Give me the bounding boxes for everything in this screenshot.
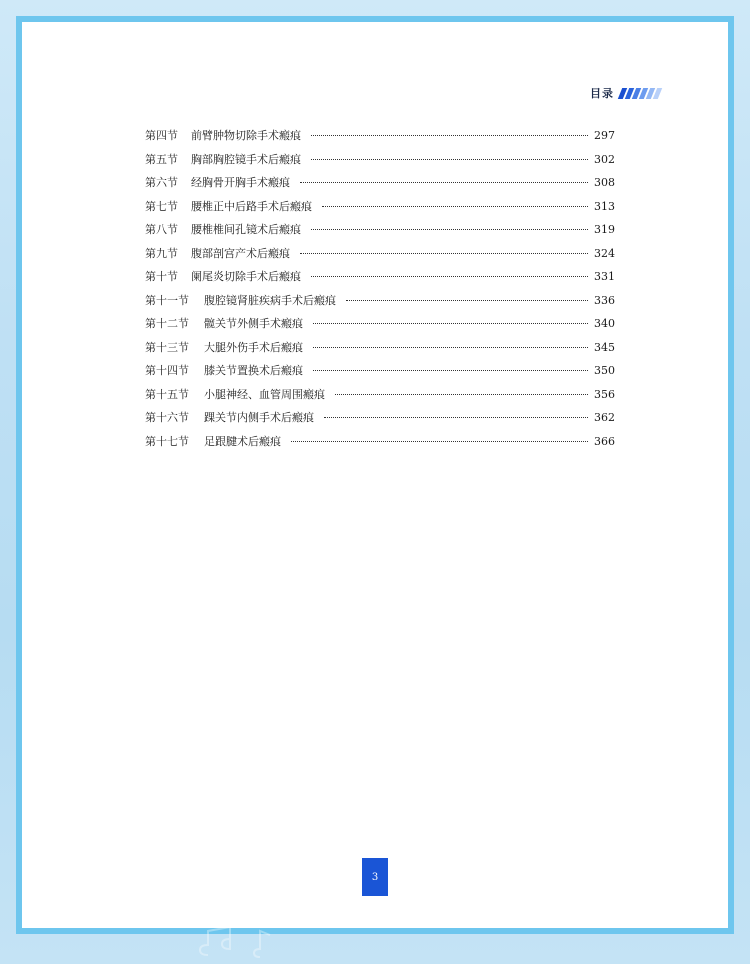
toc-entry[interactable] (145, 386, 614, 410)
toc-section: 第十六节 (145, 411, 189, 424)
dot-leader (346, 300, 588, 301)
dot-leader (291, 441, 588, 442)
toc-section: 第十七节 (145, 434, 189, 448)
toc-title: 髋关节外侧手术瘢痕 (204, 317, 303, 330)
toc-title: 腰椎正中后路手术后瘢痕 (191, 199, 312, 213)
music-note-decoration-icon (190, 925, 310, 961)
toc-page-number: 366 (594, 434, 615, 448)
toc-entry[interactable] (145, 221, 614, 245)
toc-title: 阑尾炎切除手术后瘢痕 (191, 270, 301, 283)
dot-leader (322, 206, 588, 207)
toc-section: 第四节 (145, 129, 178, 142)
toc-section: 第六节 (145, 176, 178, 189)
dot-leader (311, 229, 588, 230)
toc-entry[interactable] (145, 362, 614, 386)
toc-section: 第十五节 (145, 387, 189, 401)
toc-title: 腹腔镜肾脏疾病手术后瘢痕 (204, 293, 336, 307)
toc-page-number: 308 (594, 176, 615, 189)
dot-leader (313, 370, 588, 371)
toc-entry[interactable] (145, 339, 614, 363)
toc-entry[interactable] (145, 245, 614, 269)
toc-page-number: 336 (594, 293, 615, 307)
header-title: 目录 (590, 87, 614, 100)
toc-section: 第五节 (145, 152, 178, 166)
toc-entry[interactable] (145, 268, 614, 292)
dot-leader (300, 253, 588, 254)
dot-leader (313, 323, 588, 324)
toc-title: 踝关节内侧手术后瘢痕 (204, 411, 314, 424)
toc-title: 膝关节置换术后瘢痕 (204, 364, 303, 377)
toc-section: 第九节 (145, 246, 178, 260)
page-number-badge (362, 858, 388, 896)
dot-leader (300, 182, 588, 183)
toc-entry[interactable] (145, 127, 614, 151)
toc-entry[interactable] (145, 409, 614, 433)
toc-entry[interactable] (145, 151, 614, 175)
toc-page-number: 350 (594, 364, 615, 377)
toc-page-number: 331 (594, 270, 615, 283)
dot-leader (311, 135, 588, 136)
toc-title: 腰椎椎间孔镜术后瘢痕 (191, 223, 301, 236)
toc-page-number: 345 (594, 340, 615, 354)
toc-entry[interactable] (145, 198, 614, 222)
toc-title: 足跟腱术后瘢痕 (204, 434, 281, 448)
toc-page-number: 302 (594, 152, 615, 166)
toc-page-number: 313 (594, 199, 615, 213)
toc-page-number: 319 (594, 223, 615, 236)
toc-section: 第十节 (145, 270, 178, 283)
toc-section: 第十二节 (145, 317, 189, 330)
toc-section: 第七节 (145, 199, 178, 213)
toc-title: 经胸骨开胸手术瘢痕 (191, 176, 290, 189)
toc-section: 第十三节 (145, 340, 189, 354)
dot-leader (311, 276, 588, 277)
toc-section: 第十四节 (145, 364, 189, 377)
dot-leader (311, 159, 588, 160)
toc-section: 第八节 (145, 223, 178, 236)
toc-page-number: 324 (594, 246, 615, 260)
dot-leader (335, 394, 588, 395)
toc-entry[interactable] (145, 315, 614, 339)
toc-title: 腹部剖宫产术后瘢痕 (191, 246, 290, 260)
toc-title: 胸部胸腔镜手术后瘢痕 (191, 152, 301, 166)
toc-entry[interactable] (145, 292, 614, 316)
toc-page-number: 362 (594, 411, 615, 424)
dot-leader (324, 417, 588, 418)
dot-leader (313, 347, 588, 348)
toc-title: 前臂肿物切除手术瘢痕 (191, 129, 301, 142)
toc-title: 小腿神经、血管周围瘢痕 (204, 387, 325, 401)
toc-page-number: 297 (594, 129, 615, 142)
toc-header (590, 85, 660, 101)
toc-page-number: 340 (594, 317, 615, 330)
toc-entry[interactable] (145, 433, 614, 457)
header-stripes-decoration (620, 88, 660, 99)
toc-entry[interactable] (145, 174, 614, 198)
toc-section: 第十一节 (145, 293, 189, 307)
toc-page-number: 356 (594, 387, 615, 401)
table-of-contents (145, 127, 614, 456)
page-number: 3 (371, 871, 379, 883)
toc-title: 大腿外伤手术后瘢痕 (204, 340, 303, 354)
